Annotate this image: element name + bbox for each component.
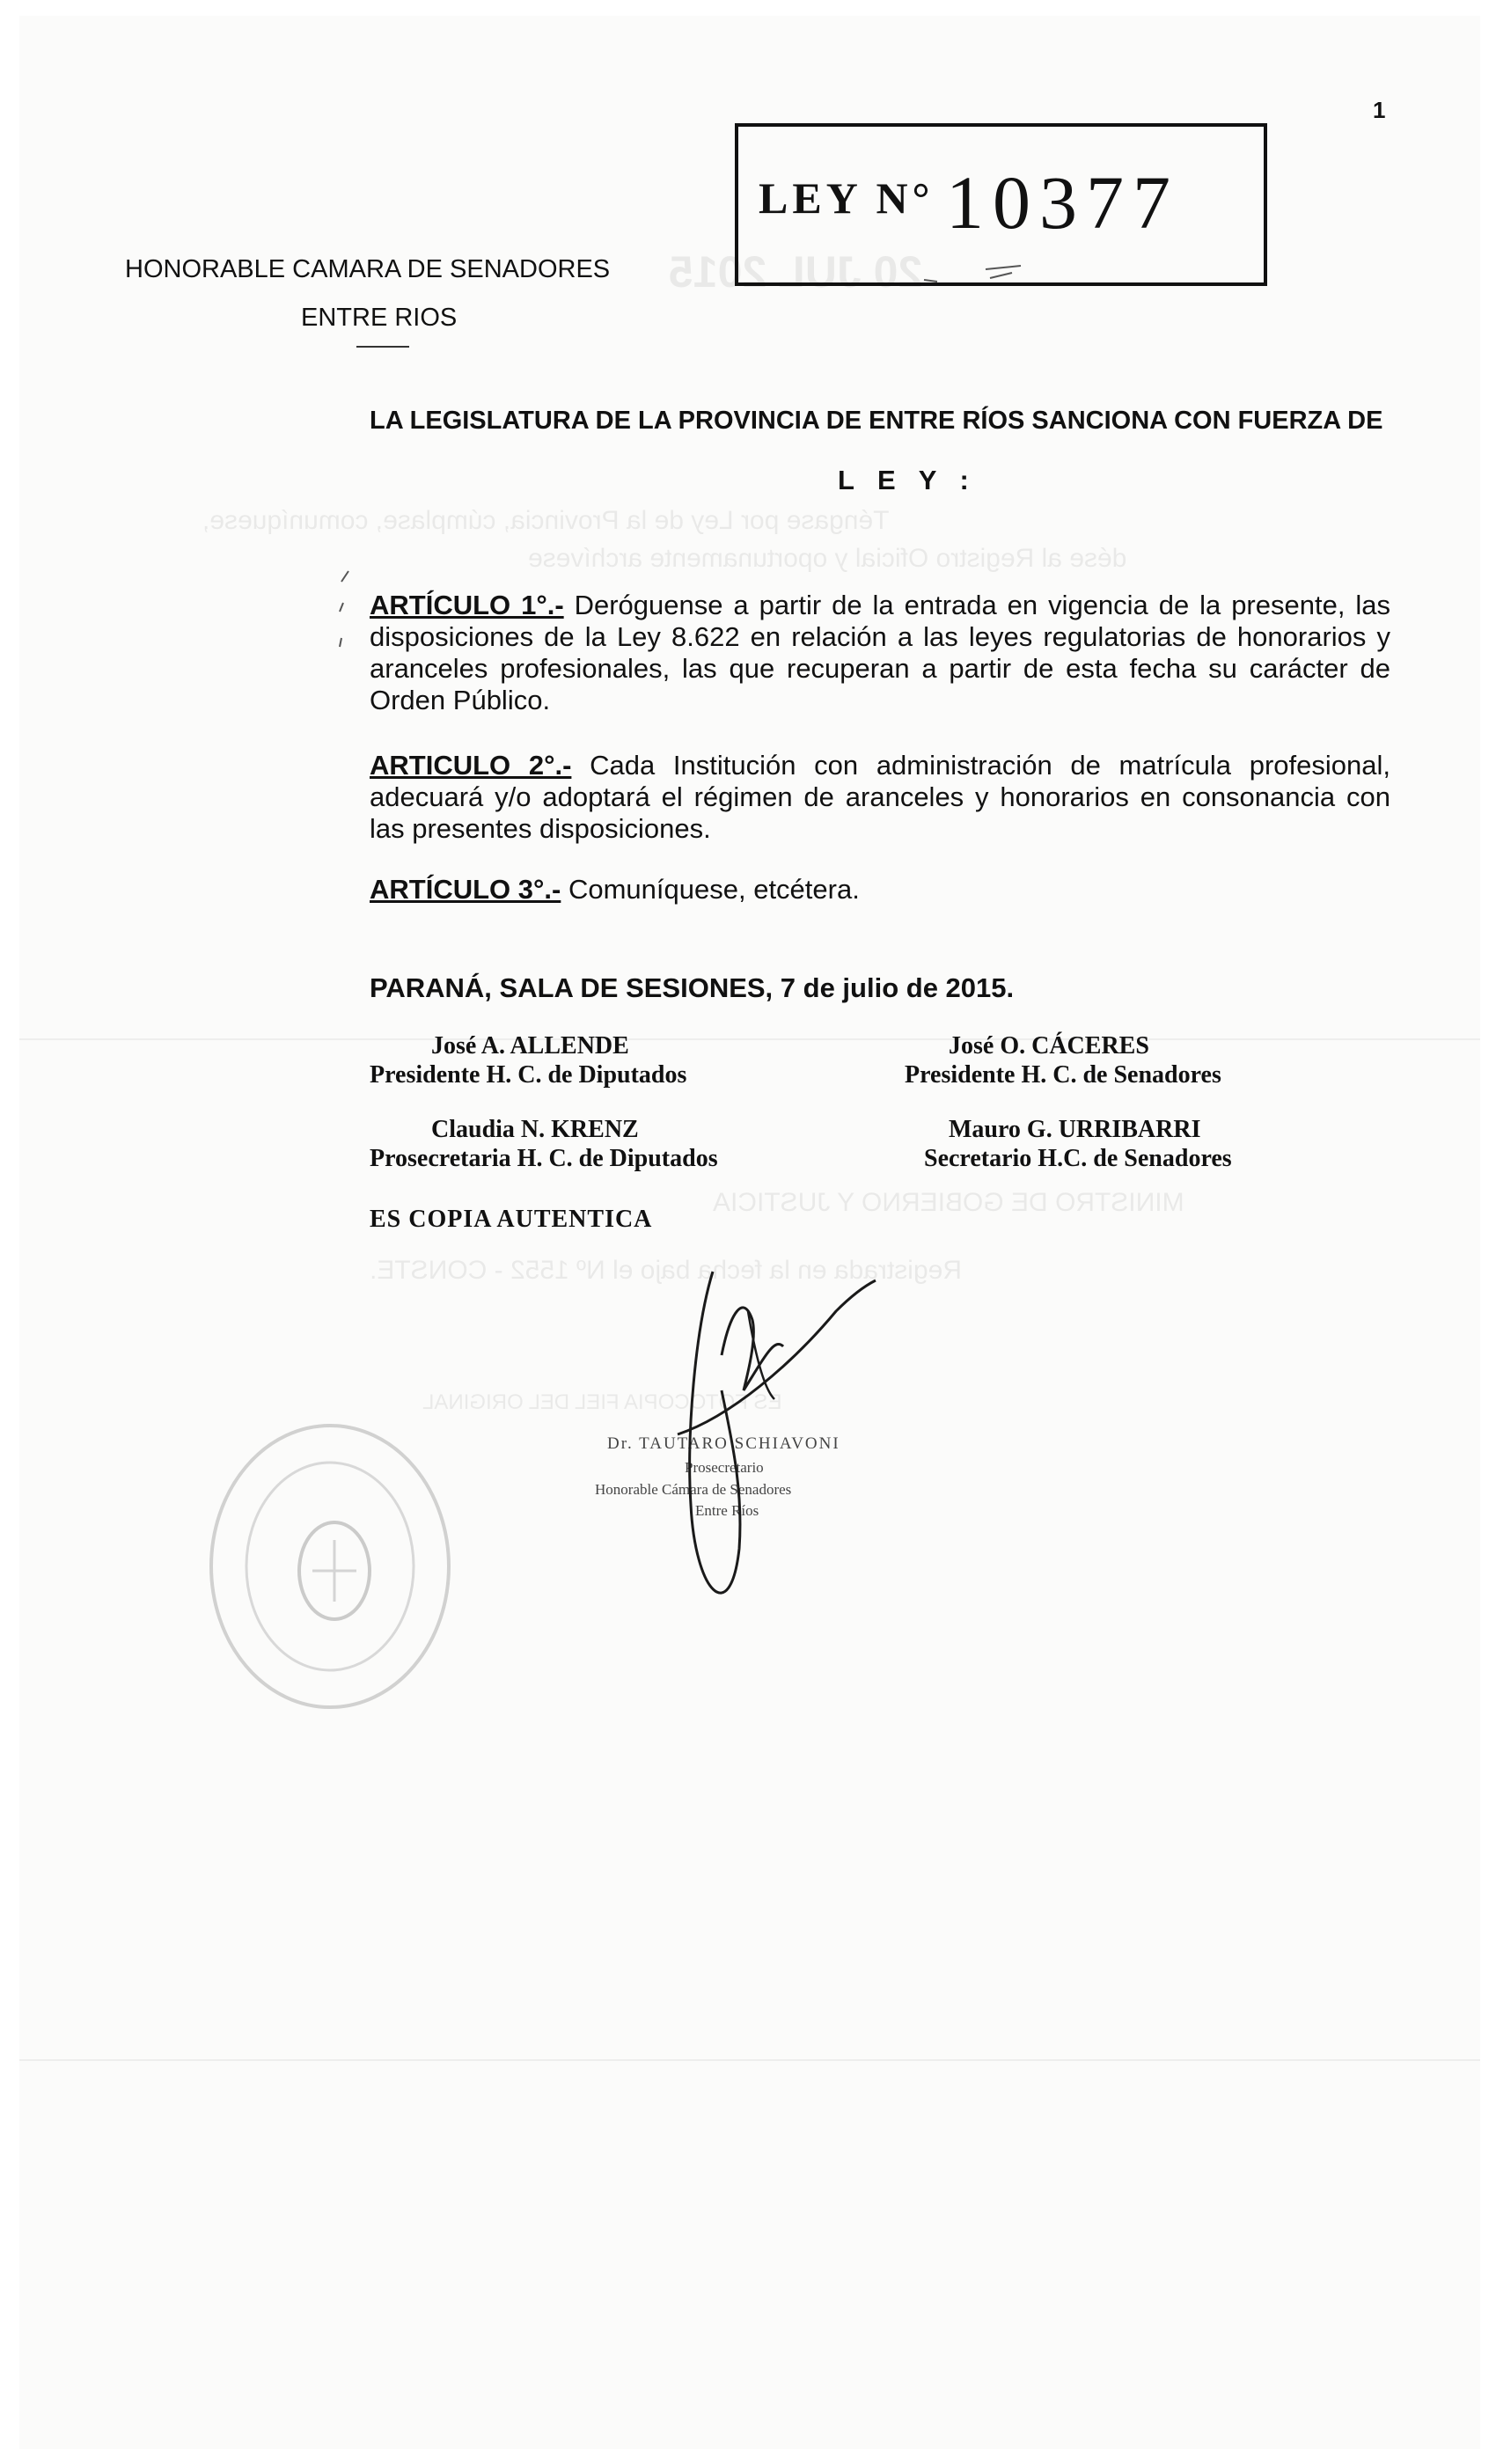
article-title: ARTÍCULO 1°.- bbox=[370, 590, 564, 620]
article-text: Comuníquese, etcétera. bbox=[568, 874, 860, 905]
signatory-role: Secretario H.C. de Senadores bbox=[924, 1145, 1232, 1172]
province-title: ENTRE RIOS bbox=[301, 304, 458, 332]
signatory-role: Presidente H. C. de Diputados bbox=[370, 1061, 687, 1089]
fold-line bbox=[19, 1038, 1480, 1040]
stamp-province: Entre Ríos bbox=[695, 1502, 759, 1519]
stamp-name: Dr. TAUTARO SCHIAVONI bbox=[607, 1434, 840, 1453]
signatory-name: José O. CÁCERES bbox=[949, 1032, 1149, 1060]
page-number: 1 bbox=[1373, 97, 1386, 123]
fold-line bbox=[19, 2059, 1480, 2061]
bleed-through-text: Registrada en la fecha bajo el Nº 1552 - CONSTE. bbox=[370, 1256, 962, 1285]
chamber-title: HONORABLE CAMARA DE SENADORES bbox=[125, 255, 611, 283]
bleed-through-text: ES FOTOCOPIA FIEL DEL ORIGINAL bbox=[422, 1390, 782, 1414]
stamp-role: Prosecretario bbox=[685, 1459, 764, 1476]
bleed-through-text: MINISTRO DE GOBIERNO Y JUSTICIA bbox=[713, 1188, 1184, 1217]
header-rule bbox=[356, 346, 409, 348]
document-sheet bbox=[19, 16, 1480, 2449]
article-1 bbox=[370, 590, 1390, 716]
signatory-name: José A. ALLENDE bbox=[431, 1032, 629, 1060]
signatory-role: Prosecretaria H. C. de Diputados bbox=[370, 1145, 718, 1172]
margin-mark-icon bbox=[336, 568, 354, 664]
ley-heading: L E Y : bbox=[838, 465, 977, 495]
article-title: ARTICULO 2°.- bbox=[370, 750, 572, 781]
box-mark-icon bbox=[906, 262, 1030, 297]
article-2 bbox=[370, 750, 1390, 845]
signatory-role: Presidente H. C. de Senadores bbox=[905, 1061, 1221, 1089]
law-number: 10377 bbox=[946, 160, 1179, 245]
article-title: ARTÍCULO 3°.- bbox=[370, 874, 561, 905]
bleed-through-text: Téngase por Ley de la Provincia, cúmplase, comuníquese, bbox=[202, 506, 890, 535]
bleed-through-text: dése al Registro Oficial y oportunamente archívese bbox=[528, 544, 1127, 573]
sanction-heading: LA LEGISLATURA DE LA PROVINCIA DE ENTRE RÍOS SANCIONA CON FUERZA DE bbox=[370, 407, 1383, 435]
article-text: Deróguense a partir de la entrada en vigencia de la presente, las disposiciones de la Ley 8.622 en relación a las leyes regulatorias de honorarios y aranceles profesionales, las que recuperan a partir de esta fecha su carácter de Orden Público. bbox=[370, 590, 1390, 715]
signatory-name: Claudia N. KRENZ bbox=[431, 1116, 639, 1143]
law-prefix: LEY N° bbox=[759, 173, 935, 223]
certification-text: ES COPIA AUTENTICA bbox=[370, 1206, 653, 1233]
place-date: PARANÁ, SALA DE SESIONES, 7 de julio de 2015. bbox=[370, 972, 1015, 1003]
handwritten-signature-icon bbox=[660, 1258, 889, 1628]
article-3 bbox=[370, 874, 1390, 906]
article-text: Cada Institución con administración de matrícula profesional, adecuará y/o adoptará el régimen de aranceles y honorarios en consonancia con las presentes disposiciones. bbox=[370, 750, 1390, 844]
official-seal-icon bbox=[198, 1417, 462, 1716]
bleed-through-stamp: 20 JUL 2015 bbox=[669, 247, 923, 297]
signatory-name: Mauro G. URRIBARRI bbox=[949, 1116, 1201, 1143]
stamp-institution: Honorable Cámara de Senadores bbox=[595, 1481, 792, 1498]
